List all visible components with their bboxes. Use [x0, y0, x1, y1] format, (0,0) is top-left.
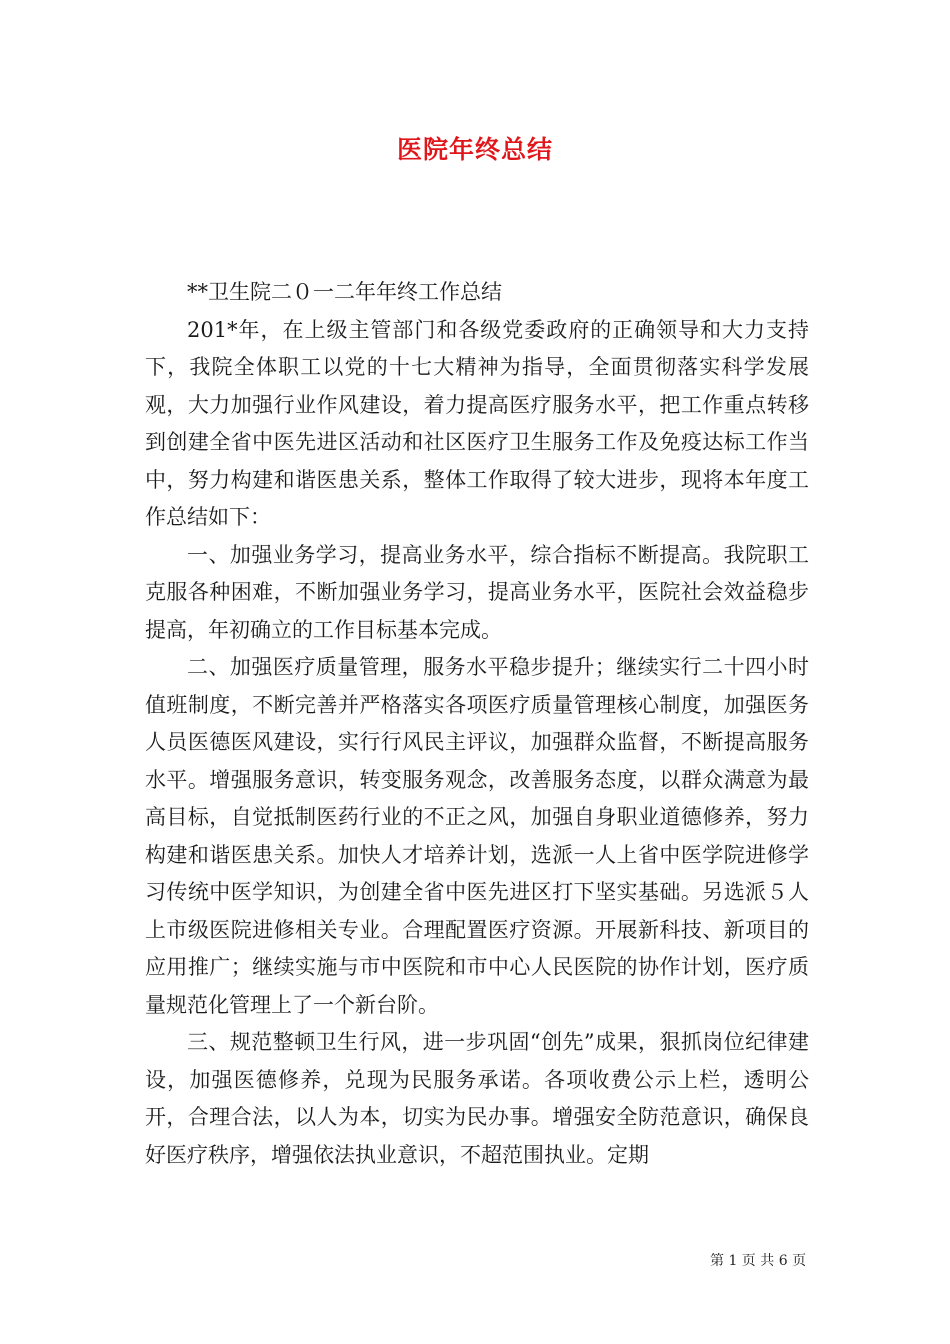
- paragraph-intro: 201*年，在上级主管部门和各级党委政府的正确领导和大力支持下，我院全体职工以党的十七大精神为指导，全面贯彻落实科学发展观，大力加强行业作风建设，着力提高医疗服务水平，把工作重点转移到创建全省中医先进区活动和社区医疗卫生服务工作及免疫达标工作当中，努力构建和谐医患关系，整体工作取得了较大进步，现将本年度工作总结如下：: [145, 317, 809, 529]
- paragraph-subtitle: **卫生院二０一二年年终工作总结: [187, 280, 502, 304]
- paragraph-section-1: 一、加强业务学习，提高业务水平，综合指标不断提高。我院职工克服各种困难，不断加强业务学习，提高业务水平，医院社会效益稳步提高，年初确立的工作目标基本完成。: [145, 542, 809, 642]
- page-number-footer: 第 1 页 共 6 页: [710, 1253, 807, 1269]
- document-body: [145, 274, 809, 1174]
- document-title: 医院年终总结: [396, 135, 553, 164]
- paragraph-section-3: 三、规范整顿卫生行风，进一步巩固“创先”成果，狠抓岗位纪律建设，加强医德修养，兑现为民服务承诺。各项收费公示上栏，透明公开，合理合法，以人为本，切实为民办事。增强安全防范意识，确保良好医疗秩序，增强依法执业意识，不超范围执业。定期: [145, 1030, 809, 1167]
- paragraph-section-2: 二、加强医疗质量管理，服务水平稳步提升；继续实行二十四小时值班制度，不断完善并严格落实各项医疗质量管理核心制度，加强医务人员医德医风建设，实行行风民主评议，加强群众监督，不断提高服务水平。增强服务意识，转变服务观念，改善服务态度，以群众满意为最高目标，自觉抵制医药行业的不正之风，加强自身职业道德修养，努力构建和谐医患关系。加快人才培养计划，选派一人上省中医学院进修学习传统中医学知识，为创建全省中医先进区打下坚实基础。另选派５人上市级医院进修相关专业。合理配置医疗资源。开展新科技、新项目的应用推广；继续实施与市中医院和市中心人民医院的协作计划，医疗质量规范化管理上了一个新台阶。: [145, 655, 809, 1017]
